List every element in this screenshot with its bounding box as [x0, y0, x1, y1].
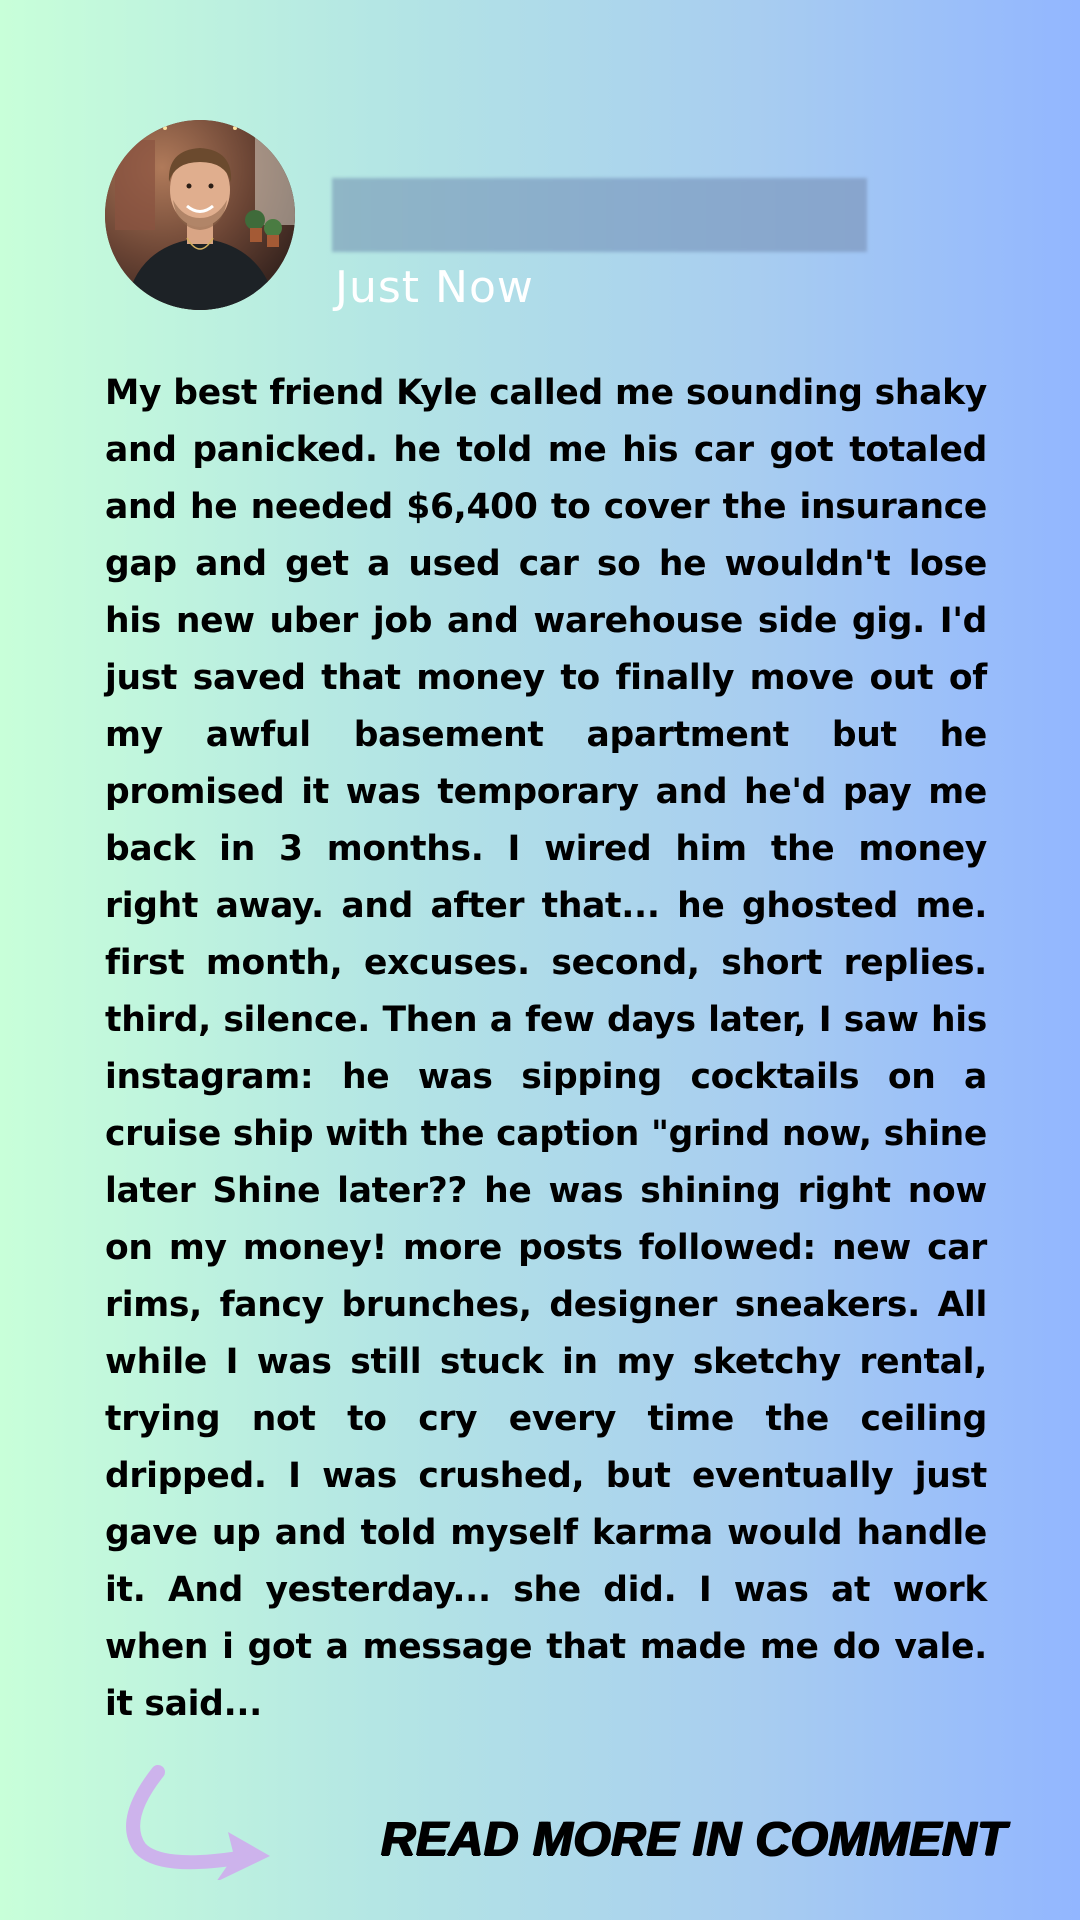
avatar-photo: [105, 120, 295, 310]
post-timestamp: Just Now: [335, 262, 534, 313]
read-more-in-comment-label[interactable]: READ MORE IN COMMENT: [380, 1813, 1006, 1866]
story-text: My best friend Kyle called me sounding shaky and panicked. he told me his car got totaled and he needed $6,400 to cover the insurance gap and get a used car so he wouldn't lose his new uber job and warehouse side gig. I'd just saved that money to finally move out of my awful basement apartment but he promised it was temporary and he'd pay me back in 3 months. I wired him the money right away. and after that... he ghosted me. first month, excuses. second, short replies. third, silence. Then a few days later, I saw his instagram: he was sipping cocktails on a cruise ship with the caption "grind now, shine later Shine later?? he was shining right now on my money! more posts followed: new car rims, fancy brunches, designer sneakers. All while I was still stuck in my sketchy rental, trying not to cry every time the ceiling dripped. I was crushed, but eventually just gave up and told myself karma would handle it. And yesterday... she did. I was at work when i got a message that made me do vale. it said...: [105, 373, 987, 1724]
author-name-redacted: [332, 178, 867, 252]
author-avatar[interactable]: [105, 120, 295, 310]
curved-arrow-right-icon: [120, 1760, 290, 1880]
